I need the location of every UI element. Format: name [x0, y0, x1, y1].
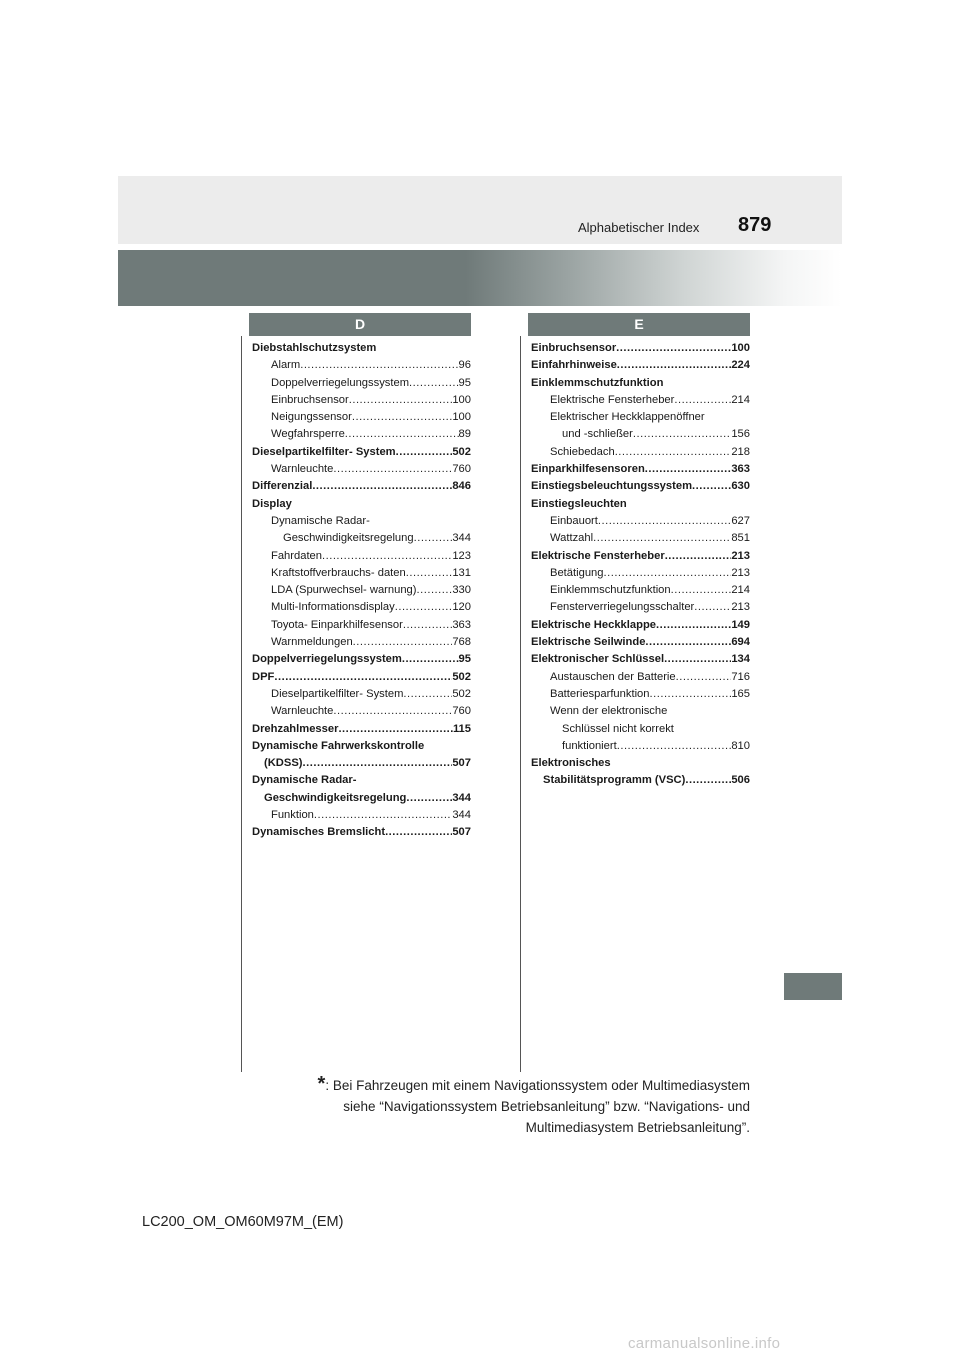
index-entry [252, 738, 471, 755]
index-entry-term: Betätigung [550, 566, 604, 579]
dot-leader [692, 478, 731, 495]
index-column-d [252, 340, 471, 842]
index-entry-term: Einklemmschutzfunktion [550, 584, 671, 597]
index-entry-page: 218 [731, 445, 750, 458]
section-title: Alphabetischer Index [578, 220, 700, 235]
index-entry-term: Elektrische Heckklappe [531, 618, 656, 631]
index-entry-term: Fahrdaten [271, 549, 322, 562]
index-entry-term: Einstiegsbeleuchtungssystem [531, 480, 693, 493]
dot-leader [617, 357, 732, 374]
dot-leader [424, 738, 471, 755]
index-entry-page: 213 [731, 601, 750, 614]
dot-leader [406, 565, 453, 582]
index-entry-term: Warnmeldungen [271, 636, 353, 649]
index-entry-page: 760 [452, 463, 471, 476]
index-entry-term: Fensterverriegelungsschalter [550, 601, 695, 614]
index-entry-term: Differenzial [252, 480, 313, 493]
index-entry [531, 772, 750, 789]
index-entry [531, 721, 750, 738]
index-entry-term: Stabilitätsprogramm (VSC) [543, 774, 686, 787]
dot-leader [645, 634, 731, 651]
index-entry-page: 156 [731, 428, 750, 441]
index-entry-term: Schiebedach [550, 445, 615, 458]
index-entry-page: 100 [731, 342, 750, 354]
index-entry [252, 444, 471, 461]
index-entry-term: Schlüssel nicht korrekt [562, 722, 674, 735]
index-entry-page: 214 [731, 584, 750, 597]
index-entry [531, 548, 750, 565]
index-entry-term: Funktion [271, 809, 314, 822]
index-entry-term: Elektrischer Heckklappenöffner [550, 411, 705, 424]
index-entry-term: Austauschen der Batterie [550, 670, 676, 683]
dot-leader [417, 582, 453, 599]
index-entry-page: 344 [452, 809, 471, 822]
index-entry-term: Toyota- Einparkhilfesensor [271, 618, 403, 631]
index-entry-term: Kraftstoffverbrauchs- daten [271, 566, 406, 579]
index-entry-term: Doppelverriegelungssystem [271, 376, 410, 389]
index-entry [252, 496, 471, 513]
index-entry-page: 95 [458, 376, 471, 389]
dot-leader [414, 530, 453, 547]
index-entry-term: Elektrische Fensterheber [550, 393, 675, 406]
index-entry-term: Dynamische Radar- [252, 774, 357, 787]
index-entry-term: Einbauort [550, 514, 598, 527]
index-entry-page: 768 [452, 636, 471, 649]
index-entry-page: 507 [452, 826, 471, 839]
index-entry-term: und -schließer [562, 428, 633, 441]
dot-leader [674, 721, 750, 738]
dot-leader [403, 686, 452, 703]
dot-leader [385, 824, 452, 841]
index-entry-term: Einbruchsensor [271, 393, 349, 406]
index-entry [531, 478, 750, 495]
index-entry-page: 330 [452, 584, 471, 597]
index-entry-term: Dynamische Radar- [271, 514, 370, 527]
index-entry [531, 738, 750, 755]
dot-leader [333, 703, 452, 720]
index-entry [252, 824, 471, 841]
index-entry-term: Elektronischer Schlüssel [531, 653, 665, 666]
dot-leader [356, 772, 471, 789]
index-entry [252, 755, 471, 772]
index-entry-page: 507 [452, 757, 471, 770]
index-entry-page: 123 [452, 549, 471, 562]
dot-leader [409, 375, 459, 392]
dot-leader [663, 375, 750, 392]
footnote-line-2: siehe “Navigationssystem Betriebsanleitung” bzw. “Navigations- und [343, 1099, 750, 1114]
dot-leader [345, 426, 459, 443]
letter-header-e: E [528, 313, 750, 336]
index-entry-page: 96 [458, 359, 471, 372]
index-entry-page: 760 [452, 705, 471, 718]
index-entry [531, 582, 750, 599]
chapter-side-tab [784, 973, 842, 1000]
index-entry-page: 115 [452, 722, 471, 735]
index-entry-page: 213 [731, 549, 750, 562]
dot-leader [300, 357, 458, 374]
index-entry-page: 694 [731, 636, 750, 649]
index-entry [252, 530, 471, 547]
index-entry [531, 651, 750, 668]
index-entry-term: Geschwindigkeitsregelung [283, 532, 414, 545]
index-entry [252, 703, 471, 720]
index-entry [531, 444, 750, 461]
index-entry [252, 669, 471, 686]
index-entry [531, 375, 750, 392]
index-entry-page: 213 [731, 566, 750, 579]
index-entry-term: Multi-Informationsdisplay [271, 601, 395, 614]
index-entry-page: 344 [452, 791, 471, 804]
index-entry-page: 100 [452, 393, 471, 406]
index-entry [252, 651, 471, 668]
index-entry-page: 363 [731, 463, 750, 476]
index-entry-page: 100 [452, 411, 471, 424]
document-code: LC200_OM_OM60M97M_(EM) [142, 1214, 344, 1230]
index-entry-page: 846 [452, 480, 471, 493]
index-entry-page: 502 [452, 445, 471, 458]
index-entry-term: Doppelverriegelungssystem [252, 653, 402, 666]
dot-leader [656, 617, 731, 634]
index-entry-page: 214 [731, 393, 750, 406]
index-entry-page: 95 [458, 653, 471, 666]
dot-leader [645, 461, 732, 478]
dot-leader [333, 461, 452, 478]
index-entry [252, 772, 471, 789]
index-entry-term: Elektronisches [531, 757, 611, 770]
index-entry [252, 426, 471, 443]
dot-leader [664, 651, 731, 668]
dot-leader [633, 426, 731, 443]
index-entry [252, 461, 471, 478]
index-entry [531, 703, 750, 720]
index-entry-page: 502 [452, 687, 471, 700]
dot-leader [627, 496, 750, 513]
index-entry-term: Einfahrhinweise [531, 359, 617, 372]
index-entry [531, 426, 750, 443]
index-entry-term: Display [252, 497, 292, 510]
footnote-star: * [317, 1073, 326, 1095]
index-entry-term: Warnleuchte [271, 705, 334, 718]
index-entry [531, 634, 750, 651]
index-entry [252, 599, 471, 616]
index-entry [531, 461, 750, 478]
dot-leader [615, 444, 732, 461]
index-entry-term: Drehzahlmesser [252, 722, 339, 735]
column-divider-left [241, 336, 242, 1072]
index-entry [252, 686, 471, 703]
dot-leader [353, 634, 453, 651]
index-column-e [531, 340, 750, 790]
index-entry-term: Wenn der elektronische [550, 705, 668, 718]
index-entry-term: DPF [252, 670, 275, 683]
index-entry-term: Einparkhilfesensoren [531, 463, 645, 476]
dot-leader [705, 409, 750, 426]
dot-leader [406, 790, 452, 807]
index-entry-page: 716 [731, 670, 750, 683]
index-entry-term: Neigungssensor [271, 411, 352, 424]
index-entry-page: 120 [452, 601, 471, 614]
dot-leader [403, 617, 452, 634]
index-entry-page: 851 [731, 532, 750, 545]
index-entry [531, 565, 750, 582]
index-entry-term: Dieselpartikelfilter- System [252, 445, 396, 458]
dot-leader [395, 599, 453, 616]
index-entry [531, 392, 750, 409]
index-entry-term: Einklemmschutzfunktion [531, 376, 664, 389]
index-entry [531, 496, 750, 513]
index-entry [252, 340, 471, 357]
footnote-line-3: Multimediasystem Betriebsanleitung”. [525, 1120, 750, 1135]
index-entry [252, 634, 471, 651]
index-entry-term: Wattzahl [550, 532, 594, 545]
index-entry [252, 409, 471, 426]
index-entry [252, 807, 471, 824]
dot-leader [685, 772, 731, 789]
index-entry-term: Elektrische Fensterheber [531, 549, 665, 562]
index-entry-term: Dynamisches Bremslicht [252, 826, 386, 839]
index-entry-page: 630 [731, 480, 750, 493]
dot-leader [665, 548, 732, 565]
dot-leader [312, 478, 452, 495]
index-entry [531, 599, 750, 616]
index-entry [531, 669, 750, 686]
index-entry-page: 134 [731, 653, 750, 666]
index-entry [531, 755, 750, 772]
index-entry-term: funktioniert [562, 739, 617, 752]
dot-leader [292, 496, 471, 513]
index-entry-term: Alarm [271, 359, 301, 372]
index-entry [252, 565, 471, 582]
dot-leader [376, 340, 471, 357]
dot-leader [314, 807, 452, 824]
footnote [270, 1074, 750, 1138]
dot-leader [611, 755, 750, 772]
index-entry-page: 627 [731, 514, 750, 527]
index-entry [252, 357, 471, 374]
header-gradient-band [118, 250, 842, 306]
dot-leader [676, 669, 732, 686]
watermark-text: carmanualsonline.info [628, 1335, 781, 1352]
dot-leader [598, 513, 731, 530]
dot-leader [694, 599, 731, 616]
index-entry [252, 513, 471, 530]
dot-leader [352, 409, 452, 426]
dot-leader [349, 392, 453, 409]
dot-leader [604, 565, 732, 582]
index-entry-page: 89 [458, 428, 471, 441]
index-entry [252, 375, 471, 392]
letter-header-d: D [249, 313, 471, 336]
index-entry-term: Einbruchsensor [531, 342, 617, 354]
index-entry [252, 478, 471, 495]
index-entry-term: (KDSS) [264, 757, 303, 770]
index-entry-term: Einstiegsleuchten [531, 497, 627, 510]
index-entry-page: 506 [731, 774, 750, 787]
index-entry [531, 357, 750, 374]
dot-leader [593, 530, 731, 547]
dot-leader [274, 669, 452, 686]
index-entry-page: 224 [731, 359, 750, 372]
dot-leader [402, 651, 459, 668]
index-entry [531, 409, 750, 426]
header-bar [118, 176, 842, 244]
dot-leader [322, 548, 452, 565]
index-entry [252, 721, 471, 738]
dot-leader [667, 703, 750, 720]
index-entry [531, 530, 750, 547]
dot-leader [650, 686, 732, 703]
index-entry [252, 617, 471, 634]
index-entry [252, 548, 471, 565]
index-entry-term: Diebstahlschutzsystem [252, 342, 377, 354]
index-entry-page: 344 [452, 532, 471, 545]
index-entry [252, 582, 471, 599]
index-entry-page: 363 [452, 618, 471, 631]
index-entry [252, 790, 471, 807]
dot-leader [303, 755, 453, 772]
index-entry [531, 686, 750, 703]
index-entry-page: 502 [452, 670, 471, 683]
dot-leader [617, 738, 732, 755]
dot-leader [370, 513, 471, 530]
index-entry-page: 149 [731, 618, 750, 631]
dot-leader [616, 340, 731, 357]
index-entry [531, 617, 750, 634]
index-entry [252, 392, 471, 409]
index-entry-term: Geschwindigkeitsregelung [264, 791, 407, 804]
index-entry-term: Wegfahrsperre [271, 428, 345, 441]
index-entry [531, 340, 750, 357]
index-entry-term: LDA (Spurwechsel- warnung) [271, 584, 417, 597]
dot-leader [338, 721, 453, 738]
index-entry-term: Elektrische Seilwinde [531, 636, 646, 649]
index-entry-term: Batteriesparfunktion [550, 687, 650, 700]
page-number: 879 [738, 214, 772, 236]
index-entry-page: 131 [452, 566, 471, 579]
index-entry-term: Dieselpartikelfilter- System [271, 687, 404, 700]
index-entry [531, 513, 750, 530]
index-entry-page: 810 [731, 739, 750, 752]
dot-leader [674, 392, 731, 409]
column-divider-right [520, 336, 521, 1072]
footnote-line-1: : Bei Fahrzeugen mit einem Navigationssystem oder Multimediasystem [325, 1078, 750, 1093]
index-entry-term: Dynamische Fahrwerkskontrolle [252, 739, 425, 752]
index-entry-term: Warnleuchte [271, 463, 334, 476]
dot-leader [671, 582, 732, 599]
dot-leader [396, 444, 453, 461]
index-entry-page: 165 [731, 687, 750, 700]
